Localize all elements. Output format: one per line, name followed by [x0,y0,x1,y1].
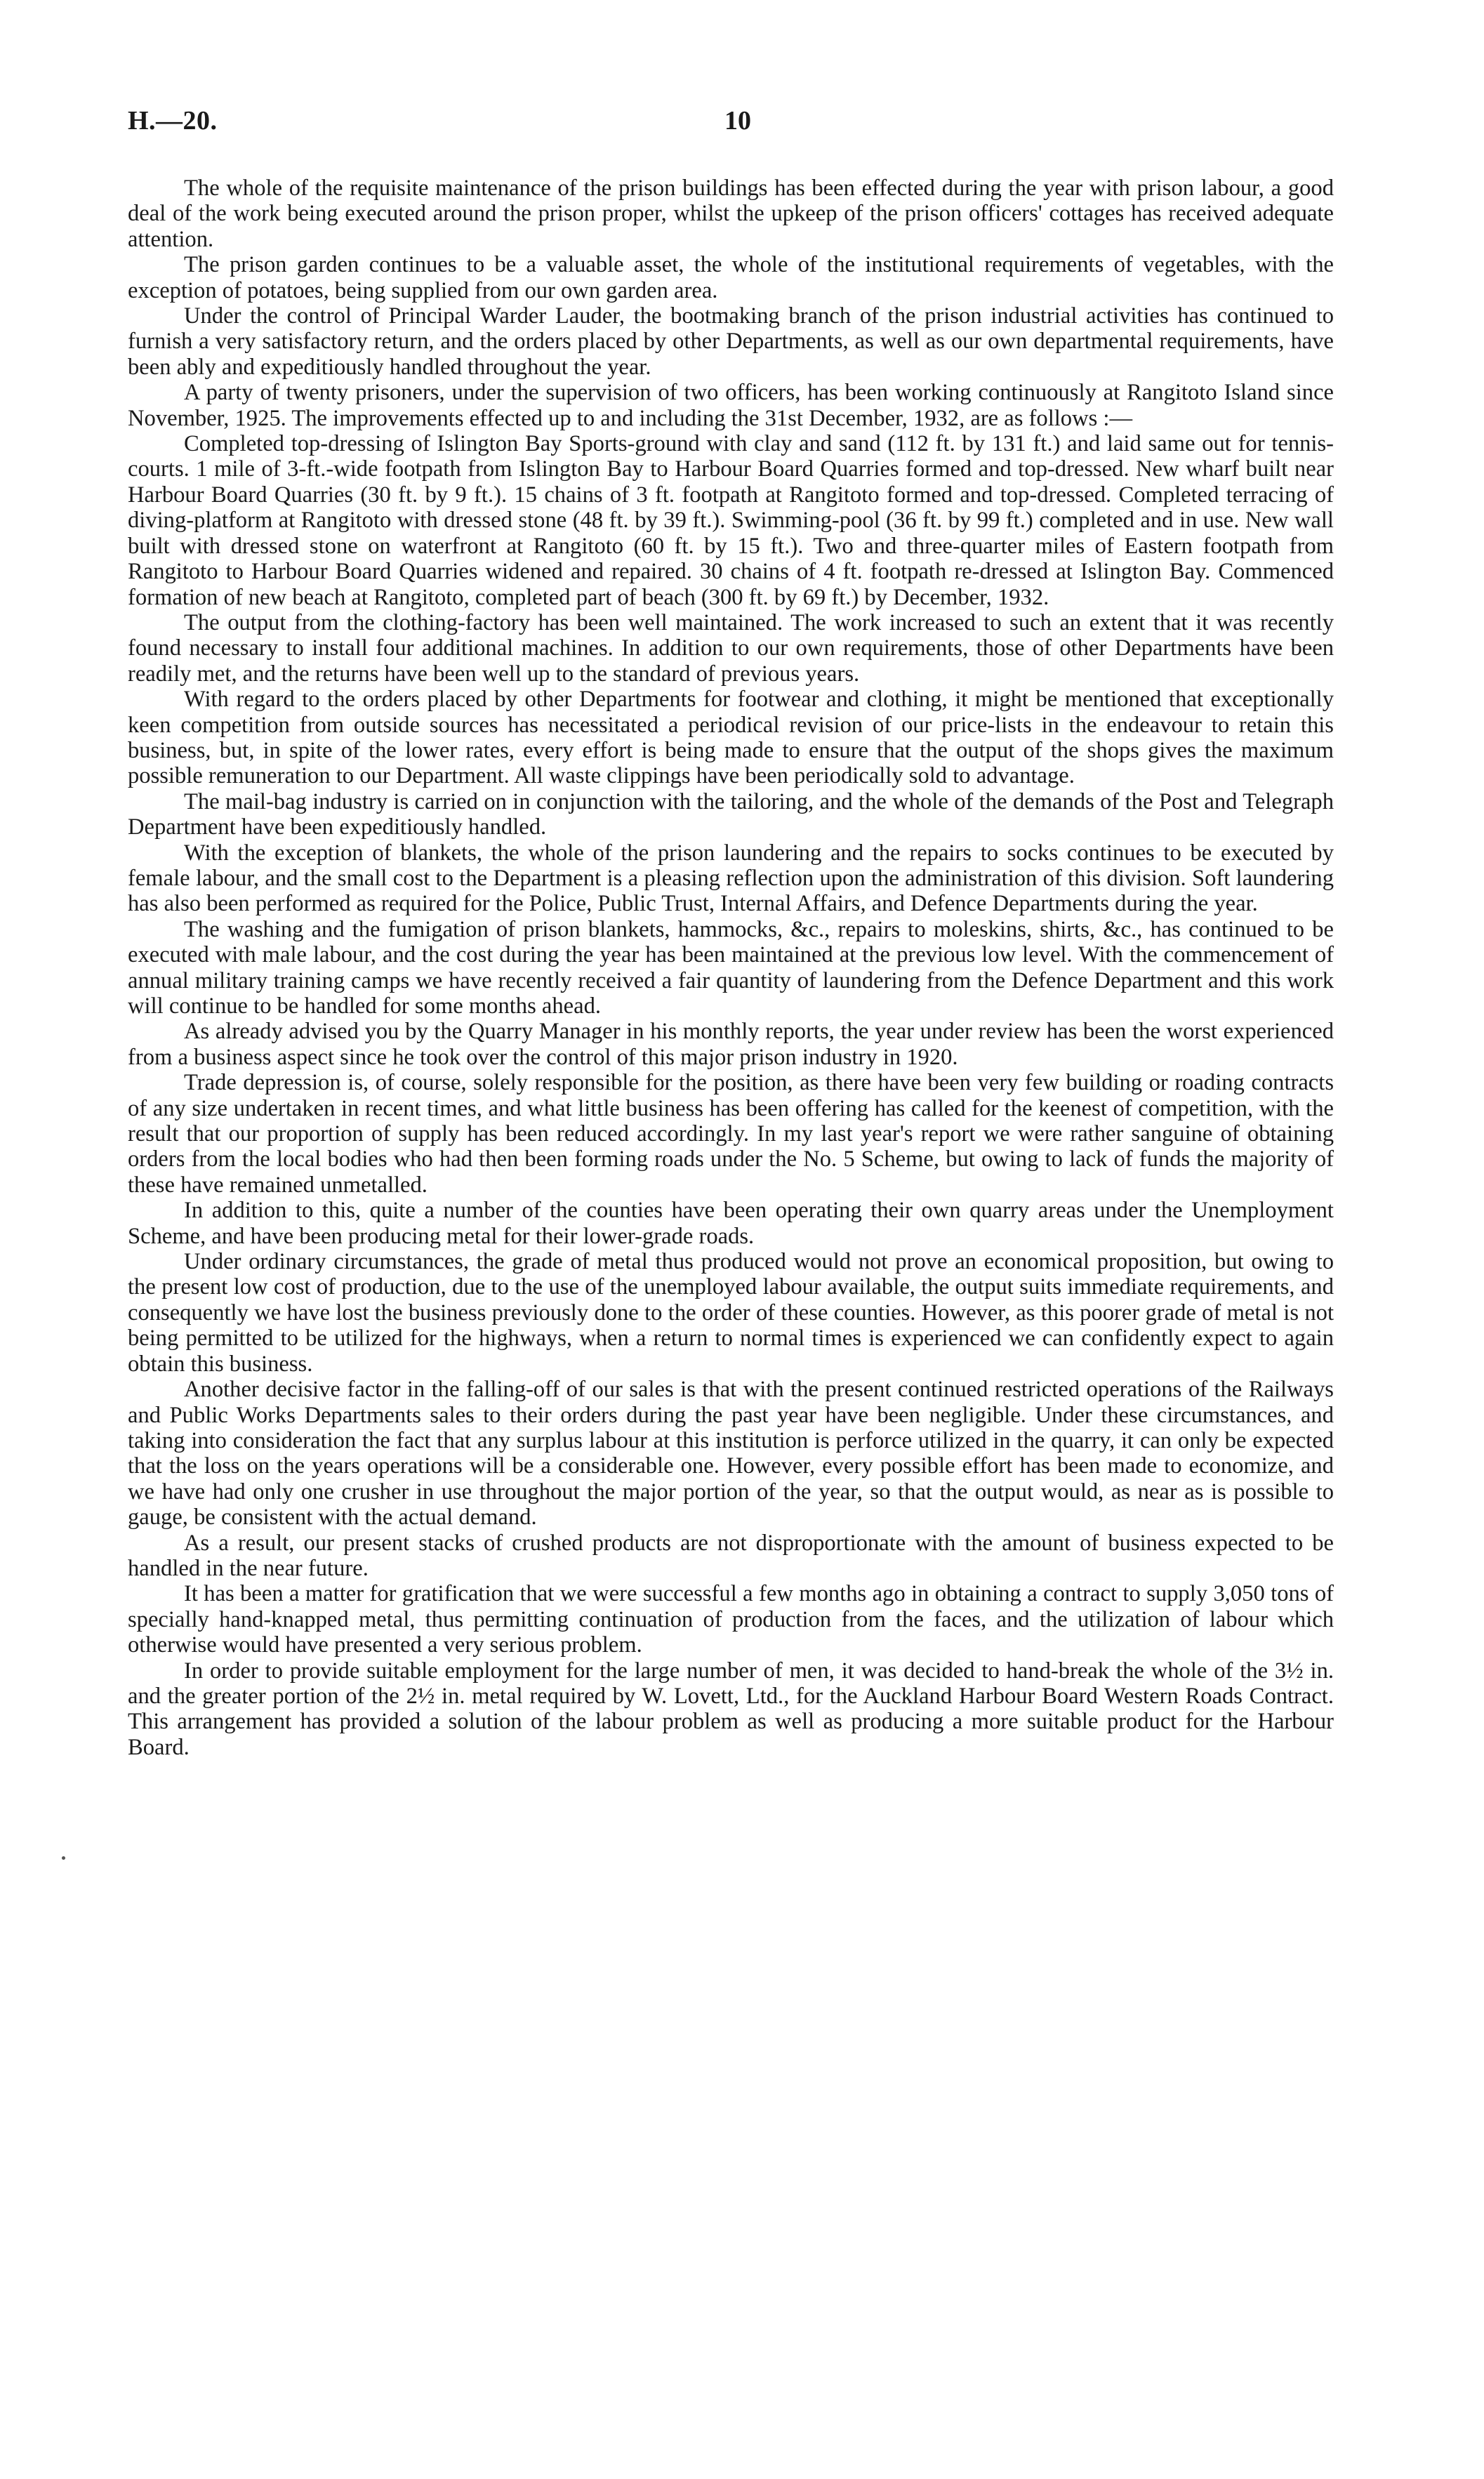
paragraph-bootmaking: Under the control of Principal Warder Lauder, the bootmaking branch of the prison industrial activities has continued to furnish a very satisfactory return, and the orders placed by other Departments, as well as our own departmental requirements, have been ably and expeditiously handled throughout the year. [128,303,1334,380]
paragraph-prison-maintenance: The whole of the requisite maintenance of the prison buildings has been effected during the year with prison labour, a good deal of the work being executed around the prison proper, whilst the upkeep of the prison officers' cottages has received adequate attention. [128,176,1334,252]
paragraph-footwear-orders: With regard to the orders placed by other Departments for footwear and clothing, it might be mentioned that exceptionally keen competition from outside sources has necessitated a periodical revision of our price-lists in the endeavour to retain this business, but, in spite of the lower rates, every effort is being made to ensure that the output of the shops gives the maximum possible remuneration to our Department. All waste clippings have been periodically sold to advantage. [128,687,1334,789]
paragraph-rangitoto-improvements: Completed top-dressing of Islington Bay Sports-ground with clay and sand (112 ft. by 131 ft.) and laid same out for tennis-courts. 1 mile of 3-ft.-wide footpath from Islington Bay to Harbour Board Quarries formed and top-dressed. New wharf built near Harbour Board Quarries (30 ft. by 9 ft.). 15 chains of 3 ft. footpath at Rangitoto formed and top-dressed. Completed terracing of diving-platform at Rangitoto with dressed stone (48 ft. by 39 ft.). Swimming-pool (36 ft. by 99 ft.) completed and in use. New wall built with dressed stone on waterfront at Rangitoto (60 ft. by 15 ft.). Two and three-quarter miles of Eastern footpath from Rangitoto to Harbour Board Quarries widened and repaired. 30 chains of 4 ft. footpath re-dressed at Islington Bay. Commenced formation of new beach at Rangitoto, completed part of beach (300 ft. by 69 ft.) by December, 1932. [128,431,1334,610]
paragraph-prison-garden: The prison garden continues to be a valuable asset, the whole of the institutional requirements of vegetables, with the exception of potatoes, being supplied from our own garden area. [128,252,1334,303]
paragraph-mail-bag: The mail-bag industry is carried on in conjunction with the tailoring, and the whole of the demands of the Post and Telegraph Department have been expeditiously handled. [128,788,1334,840]
paragraph-hand-knapped-contract: It has been a matter for gratification that we were successful a few months ago in obtaining a contract to supply 3,050 tons of specially hand-knapped metal, thus permitting continuation of production from the faces, and the utilization of labour which otherwise would have presented a very serious problem. [128,1581,1334,1658]
paragraph-female-laundry: With the exception of blankets, the whole of the prison laundering and the repairs to socks continues to be executed by female labour, and the small cost to the Department is a pleasing reflection upon the administration of this division. Soft laundering has also been performed as required for the Police, Public Trust, Internal Affairs, and Defence Departments during the year. [128,840,1334,917]
paragraph-crushed-stacks: As a result, our present stacks of crushed products are not disproportionate with the amount of business expected to be handled in the near future. [128,1530,1334,1581]
paragraph-sales-falloff: Another decisive factor in the falling-off of our sales is that with the present continued restricted operations of the Railways and Public Works Departments sales to their orders during the past year have been negligible. Under these circumstances, and taking into consideration the fact that any surplus labour at this institution is perforce utilized in the quarry, it can only be expected that the loss on the years operations will be a considerable one. However, every possible effort has been made to economize, and we have had only one crusher in use throughout the major portion of the year, so that the output would, as near as is possible to gauge, be consistent with the actual demand. [128,1377,1334,1531]
report-reference: H.—20. [128,106,218,135]
paragraph-rangitoto-party: A party of twenty prisoners, under the supervision of two officers, has been working continuously at Rangitoto Island since November, 1925. The improvements effected up to and including the 31st December, 1932, are as follows :— [128,380,1334,431]
paragraph-county-quarries: In addition to this, quite a number of the counties have been operating their own quarry areas under the Unemployment Scheme, and have been producing metal for their lower-grade roads. [128,1198,1334,1249]
page-header [128,105,1363,147]
paragraph-male-laundry: The washing and the fumigation of prison blankets, hammocks, &c., repairs to moleskins, shirts, &c., has continued to be executed with male labour, and the cost during the year has been maintained at the previous low level. With the commencement of annual military training camps we have recently received a fair quantity of laundering from the Defence Department and this work will continue to be handled for some months ahead. [128,916,1334,1019]
paragraph-quarry-year: As already advised you by the Quarry Manager in his monthly reports, the year under review has been the worst experienced from a business aspect since he took over the control of this major prison industry in 1920. [128,1019,1334,1070]
paragraph-hand-break: In order to provide suitable employment for the large number of men, it was decided to hand-break the whole of the 3½ in. and the greater portion of the 2½ in. metal required by W. Lovett, Ltd., for the Auckland Harbour Board Western Roads Contract. This arrangement has provided a solution of the labour problem as well as producing a more suitable product for the Harbour Board. [128,1658,1334,1760]
paragraph-clothing-factory: The output from the clothing-factory has been well maintained. The work increased to such an extent that it was recently found necessary to install four additional machines. In addition to our own requirements, those of other Departments have been readily met, and the returns have been well up to the standard of previous years. [128,609,1334,687]
paragraph-trade-depression: Trade depression is, of course, solely responsible for the position, as there have been very few building or roading contracts of any size undertaken in recent times, and what little business has been offering has called for the keenest of competition, with the result that our proportion of supply has been reduced accordingly. In my last year's report we were rather sanguine of obtaining orders from the local bodies who had then been forming roads under the No. 5 Scheme, but owing to lack of funds the majority of these have remained unmetalled. [128,1070,1334,1198]
body-text [128,176,1334,1760]
page-number: 10 [724,106,751,135]
margin-dot [62,1856,65,1860]
paragraph-grade-of-metal: Under ordinary circumstances, the grade of metal thus produced would not prove an economical proposition, but owing to the present low cost of production, due to the use of the unemployed labour available, the output suits immediate requirements, and consequently we have lost the business previously done to the order of these counties. However, as this poorer grade of metal is not being permitted to be utilized for the highways, when a return to normal times is experienced we can confidently expect to again obtain this business. [128,1249,1334,1377]
